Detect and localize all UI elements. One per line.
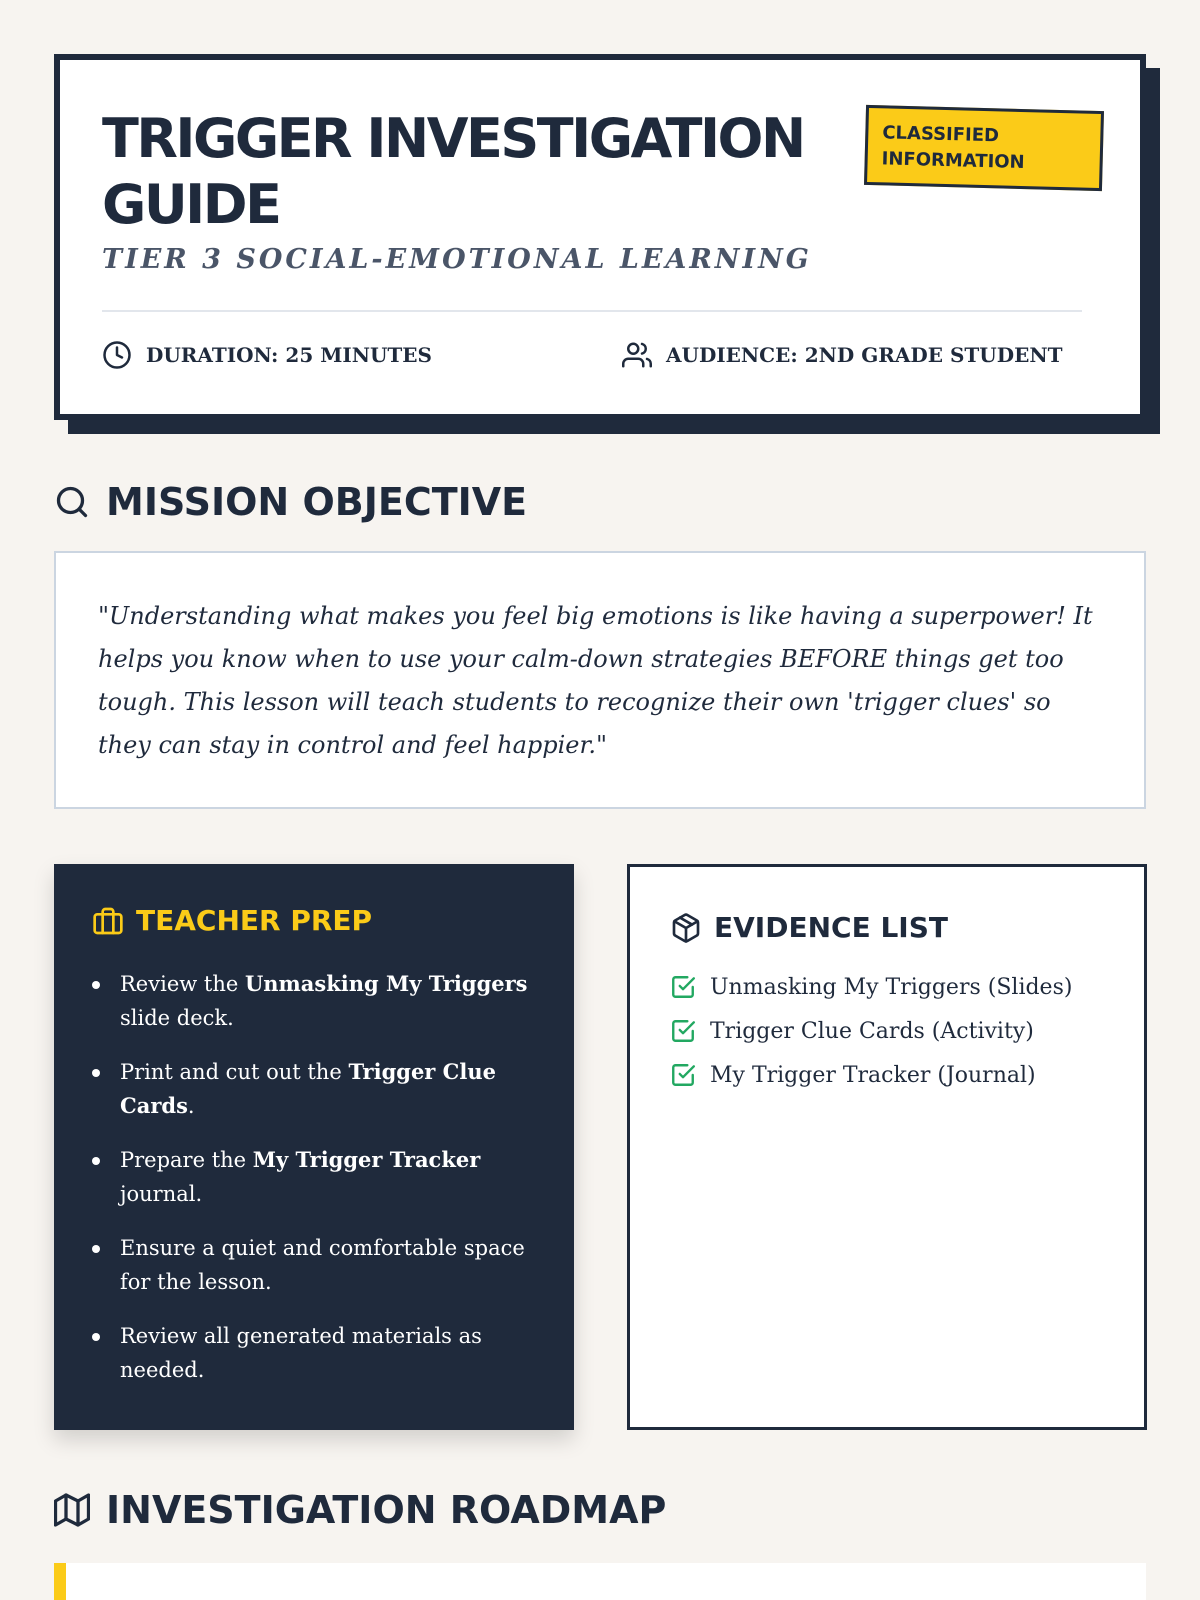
package-icon — [670, 912, 702, 944]
header-divider — [102, 310, 1082, 312]
page-subtitle: TIER 3 SOCIAL-EMOTIONAL LEARNING — [102, 244, 812, 275]
evidence-item-text: Unmasking My Triggers (Slides) — [710, 974, 1073, 1000]
list-item — [92, 1231, 536, 1299]
teacher-prep-heading-text: TEACHER PREP — [136, 904, 373, 937]
evidence-heading-text: EVIDENCE LIST — [714, 911, 948, 944]
mission-heading-text: MISSION OBJECTIVE — [106, 480, 528, 524]
evidence-list — [670, 974, 1104, 1088]
duration-meta — [102, 340, 432, 370]
roadmap-heading-text: INVESTIGATION ROADMAP — [106, 1488, 667, 1532]
prep-item-text: journal. — [120, 1182, 203, 1206]
prep-item-bold: Trigger Clue Cards — [120, 1059, 497, 1118]
teacher-prep-list — [92, 967, 536, 1387]
list-item — [92, 1319, 536, 1387]
prep-item-text: . — [187, 1094, 195, 1118]
clock-icon — [102, 340, 132, 370]
check-square-icon — [670, 1018, 696, 1044]
evidence-list-card — [627, 864, 1147, 1430]
roadmap-box — [54, 1563, 1146, 1600]
mission-heading — [54, 480, 527, 524]
prep-item-text: Print and cut out the — [120, 1060, 349, 1084]
evidence-heading — [670, 911, 1104, 944]
mission-quote-box — [54, 551, 1146, 809]
briefcase-icon — [92, 905, 124, 937]
page-title: TRIGGER INVESTIGATION GUIDE — [102, 107, 804, 236]
roadmap-heading — [54, 1488, 666, 1532]
prep-item-text: Review the — [120, 972, 245, 996]
header-inner — [54, 54, 1146, 420]
prep-item-bold: Unmasking My Triggers — [244, 971, 528, 996]
list-item — [92, 1143, 536, 1211]
mission-quote: "Understanding what makes you feel big emotions is like having a superpower! It helps you know when to use your calm-down strategies BEFORE things get too tough. This lesson will teach students to recognize their own 'trigger clues' so they can stay in control and feel happier." — [98, 602, 1093, 759]
duration-text: DURATION: 25 MINUTES — [146, 343, 432, 367]
list-item — [92, 967, 536, 1035]
list-item — [670, 974, 1104, 1000]
prep-item-text: slide deck. — [120, 1006, 234, 1030]
prep-item-text: Review all generated materials as needed. — [120, 1324, 482, 1382]
check-square-icon — [670, 1062, 696, 1088]
check-square-icon — [670, 974, 696, 1000]
header-card — [54, 54, 1146, 420]
audience-text: AUDIENCE: 2ND GRADE STUDENT — [666, 343, 1063, 367]
audience-meta — [622, 340, 1062, 370]
classified-stamp: CLASSIFIED INFORMATION — [864, 105, 1104, 191]
users-icon — [622, 340, 652, 370]
list-item — [670, 1018, 1104, 1044]
prep-item-bold: My Trigger Tracker — [252, 1147, 481, 1172]
search-icon — [54, 484, 90, 520]
prep-item-text: Prepare the — [120, 1148, 253, 1172]
list-item — [670, 1062, 1104, 1088]
teacher-prep-heading — [92, 904, 536, 937]
teacher-prep-card — [54, 864, 574, 1430]
list-item — [92, 1055, 536, 1123]
map-icon — [54, 1492, 90, 1528]
evidence-item-text: Trigger Clue Cards (Activity) — [710, 1018, 1034, 1044]
evidence-item-text: My Trigger Tracker (Journal) — [710, 1062, 1036, 1088]
prep-item-text: Ensure a quiet and comfortable space for the lesson. — [120, 1236, 525, 1294]
